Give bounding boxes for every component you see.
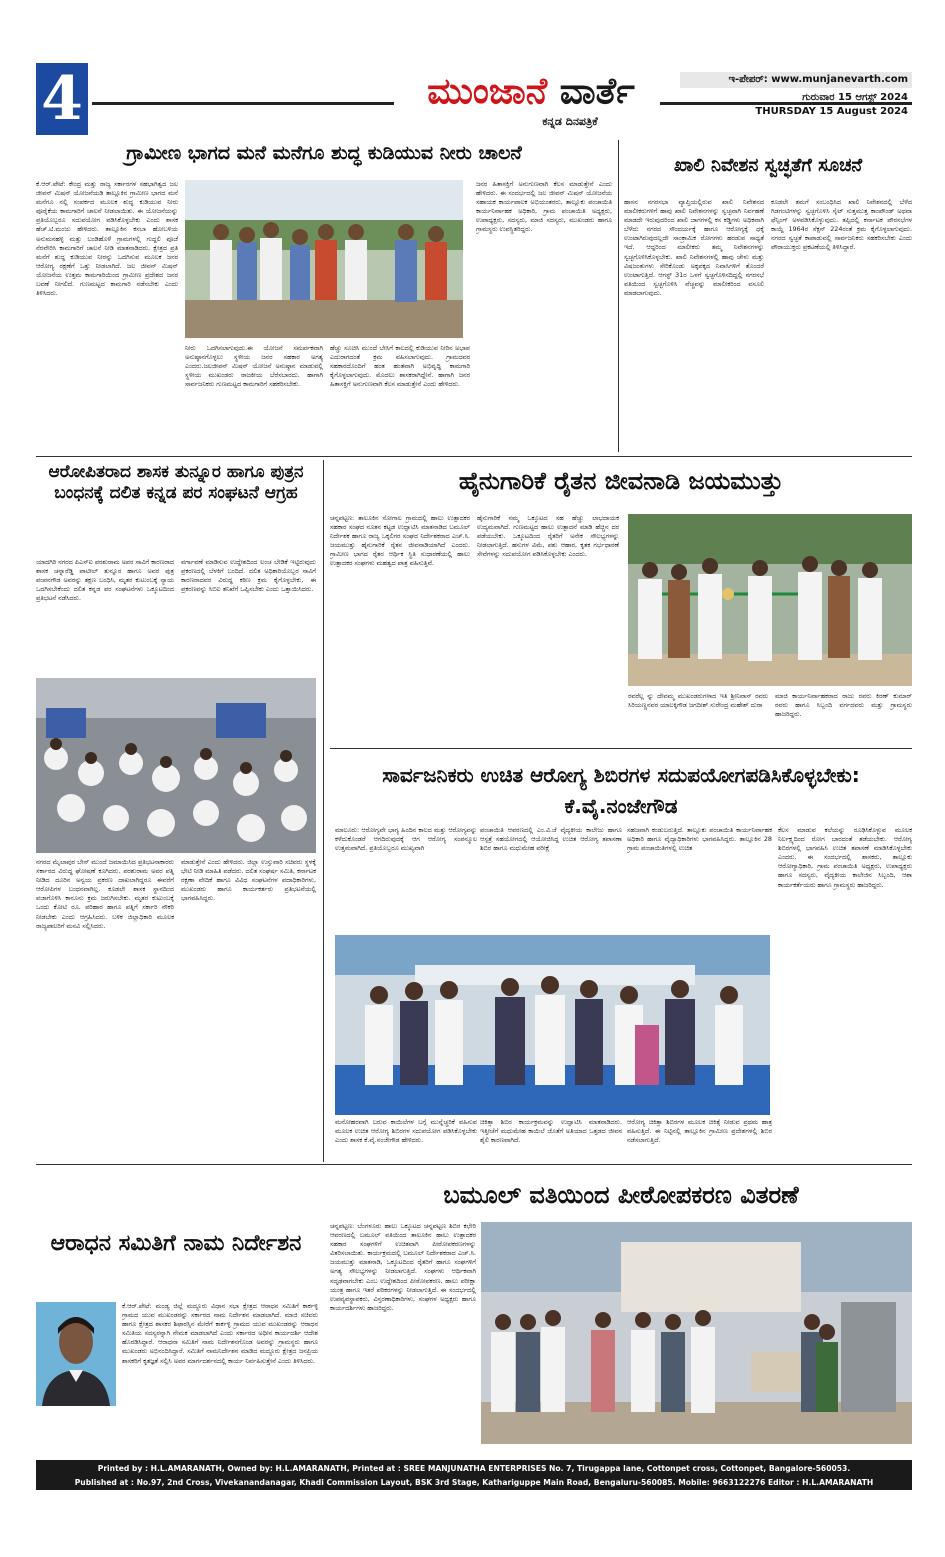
- section-divider: [36, 456, 912, 457]
- water-text-col3: ಹೆಚ್ಚು ಸೂಚಿಸಿ ಮುಂದೆ ಬೇಸಿಗೆ ಕಾಲದಲ್ಲಿ ಕುಡಿಯುವ ನೀರಿನ ಅಭಾವ ಎದುರಾಗದಂತೆ ಕ್ರಮ ವಹಿಸಲಾಗುವುದು. ಗ್ರಾಮದವರ ಸಹಕಾರದೊಂದಿಗೆ ಹಂತ ಹಂತವಾಗಿ ಅಭಿವೃದ್ಧಿ ಕಾಮಗಾರಿ ಕೈಗೊಳ್ಳಲಾಗುವುದು. ಮೊದಲು ಶಾಸಕರಾಗಿದ್ದೇನೆ. ಹಾಗಾಗಿ ಜನರ ಹಿತಾಸಕ್ತಿಗೆ ಅನುಗುಣವಾಗಿ ಕೆಲಸ ಮಾಡುತ್ತೇನೆ ಎಂದು ಹೇಳಿದರು.: [330, 344, 470, 389]
- water-headline: ಗ್ರಾಮೀಣ ಭಾಗದ ಮನೆ ಮನೆಗೂ ಶುದ್ಧ ಕುಡಿಯುವ ನೀರು ಚಾಲನೆ: [126, 142, 522, 164]
- sericulture-headline: ಹೈನುಗಾರಿಕೆ ರೈತನ ಜೀವನಾಡಿ ಜಯಮುತ್ತು: [458, 467, 784, 495]
- date-kannada: ಗುರುವಾರ 15 ಆಗಸ್ಟ್ 2024: [802, 92, 908, 103]
- vacant-text-col2: ಕೂಡಲೇ ತಮಗೆ ಸಂಬಂಧಿಸಿದ ಖಾಲಿ ನಿವೇಶನದಲ್ಲಿ ಬೆಳೆದ ಗಿಡಗಂಟಿಗಳನ್ನು ಸ್ವಚ್ಛಗೊಳಿಸಿ ಸೈಟ್ ಸುತ್ತಮುತ್ತ ಕಾಂಪೌಂಡ್ ಅಥವಾ ಫೆನ್ಸಿಂಗ್ ಅಳವಡಿಸಿಕೊಳ್ಳುವುದು. ತಪ್ಪಿದಲ್ಲಿ ಕರ್ನಾಟಕ ಪೌರಸಭೆಗಳ ಕಾಯ್ದೆ 1964ರ ಸೆಕ್ಷನ್ 224ರಂತೆ ಕ್ರಮ ಕೈಗೊಳ್ಳಲಾಗುವುದು. ನಗರದ ಸ್ವಚ್ಛತೆ ಕಾಪಾಡುವಲ್ಲಿ ಸಾರ್ವಜನಿಕರು ಸಹಕರಿಸಬೇಕು ಎಂದು ಪೌರಾಯುಕ್ತರು ಪ್ರಕಟಣೆಯಲ್ಲಿ ತಿಳಿಸಿದ್ದಾರೆ.: [771, 198, 912, 252]
- section-divider-2: [330, 748, 912, 749]
- masthead-subtitle: ಕನ್ನಡ ದಿನಪತ್ರಿಕೆ: [542, 115, 598, 128]
- bamul-photo: [481, 1222, 912, 1444]
- health-text-col1: ಮಾಲೂರು: ಆರೋಗ್ಯವೇ ಭಾಗ್ಯ ಹಿಂದಿನ ಕಾಲದ ಮತ್ತು ಆರೋಗ್ಯವನ್ನು ಕಳೆದುಕೊಂಡರೆ ಆಗದಿರುವುದಕ್ಕೆ ಆಗ ಆರೋಗ್ಯ ಸಂಪನ್ಮೂಲ ಉತ್ತಮವಾಗಿದೆ. ಪ್ರತಿಯೊಬ್ಬರೂ ಮುಖ್ಯವಾಗಿ: [335, 826, 477, 853]
- masthead-title: [400, 66, 662, 116]
- arrest-text-col2: ವರ್ಗಾವಣೆ ಮಾಡಿಸುವ ಉದ್ದೇಶದಿಂದ ಲಂಚ ಬೇಡಿಕೆ ಇಟ್ಟಿರುವುದು ಪ್ರಕರಣದಲ್ಲಿ ಬೆಳಕಿಗೆ ಬಂದಿದೆ. ದಲಿತ ಅಧಿಕಾರಿಯೊಬ್ಬರ ಸಾವಿಗೆ ಕಾರಣರಾದವರ ವಿರುದ್ಧ ಕಠಿಣ ಕ್ರಮ ಕೈಗೊಳ್ಳಬೇಕು, ಈ ಪ್ರಕರಣವನ್ನು ಸಿಬಿಐ ತನಿಖೆಗೆ ಒಪ್ಪಿಸಬೇಕು ಎಂದು ಒತ್ತಾಯಿಸಿದರು.: [181, 558, 316, 594]
- column-divider: [618, 140, 619, 452]
- sericulture-text-col1: ಚನ್ನಪಟ್ಟಣ: ತಾಲೂಕಿನ ಸೋಗಾಲ ಗ್ರಾಮದಲ್ಲಿ ಹಾಲು ಉತ್ಪಾದಕರ ಸಹಕಾರ ಸಂಘದ ನೂತನ ಕಟ್ಟಡ ಉದ್ಘಾಟಿಸಿ ಮಾತನಾಡಿದ ಬಮೂಲ್ ನಿರ್ದೇಶಕ ಹಾಗೂ ರಾಜ್ಯ ಒಕ್ಕಲಿಗರ ಸಂಘದ ನಿರ್ದೇಶಕರಾದ ಎಚ್.ಸಿ. ಜಯಮುತ್ತು ಹೈನುಗಾರಿಕೆ ರೈತನ ಜೀವನಾಡಿಯಾಗಿದೆ ಎಂದರು. ಗ್ರಾಮೀಣ ಭಾಗದ ರೈತರ ಆರ್ಥಿಕ ಸ್ಥಿತಿ ಸುಧಾರಣೆಯಲ್ಲಿ ಹಾಲು ಉತ್ಪಾದಕರ ಸಂಘಗಳು ಮಹತ್ವದ ಪಾತ್ರ ವಹಿಸುತ್ತಿವೆ.: [330, 514, 470, 568]
- health-text-col6: ಚಿಕಿತ್ಸಾ ಶಿಬಿರ ಕಾರ್ಯಕ್ರಮವನ್ನು ಉದ್ಘಾಟಿಸಿ ಮಾತನಾಡಿದರು. ಇತ್ತೀಚೆಗೆ ಮಧುಮೇಹ ಕಾಯಿಲೆ ಜೊತೆಗೆ ಅತಿಯಾದ ಒತ್ತಡದ ಜೀವನ ಶೈಲಿ ಕಾರಣವಾಗಿದೆ.: [480, 1118, 622, 1145]
- arrest-photo: [36, 678, 316, 853]
- page-number: 4: [36, 63, 88, 135]
- committee-portrait: [36, 1302, 116, 1406]
- health-text-col5: ಮನೋಹರವಾಗಿ ಬರುವ ಕಾಯಿಲೆಗಳ ಬಗ್ಗೆ ಮುನ್ನೆಚ್ಚರಿಕೆ ವಹಿಸುವ ಮೂಲಕ ಉಚಿತ ಆರೋಗ್ಯ ಶಿಬಿರಗಳ ಸದುಪಯೋಗ ಪಡಿಸಿಕೊಳ್ಳಬೇಕು ಎಂದು ಶಾಸಕ ಕೆ.ವೈ.ನಂಜೇಗೌಡ ಹೇಳಿದರು.: [335, 1118, 477, 1145]
- health-photo: [335, 935, 770, 1115]
- sericulture-text-col3: ರವರೆಲ್ಲ ನ್ನು ದೇವಮ್ಮ ಮುಖಂಡರುಗಳಾದ ಇತಿ ಶ್ರೀನಿವಾಸ್ ರವರು ಸಿರಿಯಣ್ಣನವರ ಯಾಲಕ್ಕಿಗೌಡ ಜಗದೀಶ್ ಸುರೇಂದ್ರ ಮಹೇಶ್ ದುರಾ: [628, 692, 768, 710]
- arrest-text-col1: ಯಾದಗಿರಿ ನಗರದ ಪಿಎಸ್ಐ ಪರಶುರಾಮ ಅವರ ಸಾವಿಗೆ ಕಾರಣರಾದ ಶಾಸಕ ಚನ್ನಾರೆಡ್ಡಿ ಪಾಟೀಲ್ ತುನ್ನೂರ ಹಾಗೂ ಅವರ ಪುತ್ರ ಪಂಪನಗೌಡ ಅವರನ್ನು ತಕ್ಷಣ ಬಂಧಿಸಿ, ಮೃತರ ಕುಟುಂಬಕ್ಕೆ ನ್ಯಾಯ ಒದಗಿಸಬೇಕೆಂದು ದಲಿತ ಕನ್ನಡ ಪರ ಸಂಘಟನೆಗಳು ಒಕ್ಕೂಟದಿಂದ ಪ್ರತಿಭಟನೆ ನಡೆಸಿದರು.: [36, 558, 174, 603]
- date-english: THURSDAY 15 August 2024: [755, 106, 908, 117]
- health-text-col3: ಸಹಜವಾಗಿ ಕಂಡುಬರುತ್ತಿದೆ. ತಾಲ್ಲೂಕು ಪಂಚಾಯಿತಿ ಕಾರ್ಯನಿರ್ವಾಹಕ ಅಧಿಕಾರಿ ಹಾಗೂ ವೈದ್ಯಾಧಿಕಾರಿಗಳು ಭಾಗವಹಿಸಿದ್ದರು. ತಾಲ್ಲೂಕಿನ 28 ಗ್ರಾಮ ಪಂಚಾಯಿತಿಗಳಲ್ಲಿ ಉಚಿತ: [627, 826, 772, 853]
- section-divider-3: [36, 1164, 912, 1165]
- committee-text: ಕೆ.ಆರ್.ಪೇಟೆ: ಮಂಡ್ಯ ಜಿಲ್ಲೆ ಮದ್ದೂರು ವಿಧಾನ ಸಭಾ ಕ್ಷೇತ್ರದ ಆರಾಧನ ಸಮಿತಿಗೆ ಕಾರ್ಕಳ್ಳಿ ಗ್ರಾಮದ ಯುವ ಮುಖಂಡರನ್ನು ಸರ್ಕಾರದ ನಾಮ ನಿರ್ದೇಶನ ಮಾಡಲಾಗಿದೆ. ಮಾಜಿ ಸಚಿವರು ಹಾಗೂ ಕ್ಷೇತ್ರದ ಶಾಸಕರ ಶಿಫಾರಸ್ಸಿನ ಮೇರೆಗೆ ಕಾರ್ಕಳ್ಳಿ ಗ್ರಾಮದ ಯುವ ಮುಖಂಡರನ್ನು ಆರಾಧನ ಸಮಿತಿಯ ಸದಸ್ಯರನ್ನಾಗಿ ನೇಮಕ ಮಾಡಲಾಗಿದೆ ಎಂದು ಸರ್ಕಾರದ ಅಧೀನ ಕಾರ್ಯದರ್ಶಿ ಆದೇಶ ಹೊರಡಿಸಿದ್ದಾರೆ. ಆರಾಧನಾ ಸಮಿತಿಗೆ ನಾಮ ನಿರ್ದೇಶನಗೊಂಡ ಅವರನ್ನು ಗ್ರಾಮಸ್ಥರು ಹಾಗೂ ಮುಖಂಡರು ಅಭಿನಂದಿಸಿದ್ದಾರೆ. ಸಮಿತಿಗೆ ನಾಮನಿರ್ದೇಶನ ಮಾಡಿದ ಮದ್ದೂರು ಕ್ಷೇತ್ರದ ಜನಪ್ರಿಯ ಶಾಸಕರಿಗೆ ಕೃತಜ್ಞತೆ ಸಲ್ಲಿಸಿ ಅವರ ಮಾರ್ಗದರ್ಶನದಲ್ಲಿ ಕಾರ್ಯ ನಿರ್ವಹಿಸುತ್ತೇನೆ ಎಂದು ತಿಳಿಸಿದರು.: [122, 1302, 318, 1365]
- sericulture-text-col2: ಹೈನುಗಾರಿಕೆ ನಮ್ಮ ಒಕ್ಕೂಟದ ಸಹ ಹೆಚ್ಚು ಲಾಭದಾಯಕ ಉದ್ಯಮವಾಗಿದೆ. ಗುಣಮಟ್ಟದ ಹಾಲು ಉತ್ಪಾದನೆ ಮಾಡಿ ಹೆಚ್ಚಿನ ದರ ಪಡೆಯಬೇಕು. ಒಕ್ಕೂಟದಿಂದ ರೈತರಿಗೆ ಅನೇಕ ಸೌಲಭ್ಯಗಳನ್ನು ನೀಡಲಾಗುತ್ತಿದೆ. ಹಸುಗಳ ವಿಮೆ, ಪಶು ಆಹಾರ, ಕೃತಕ ಗರ್ಭಧಾರಣೆ ಸೇವೆಗಳನ್ನು ಸದುಪಯೋಗ ಪಡಿಸಿಕೊಳ್ಳಬೇಕು ಎಂದರು.: [477, 514, 619, 559]
- sericulture-photo: [628, 514, 912, 686]
- masthead-title-part1: ಮುಂಜಾನೆ: [427, 70, 548, 112]
- arrest-headline: ಆರೋಪಿತರಾದ ಶಾಸಕ ತುನ್ನೂರ ಹಾಗೂ ಪುತ್ರನ ಬಂಧನಕ್ಕೆ ದಲಿತ ಕನ್ನಡ ಪರ ಸಂಘಟನೆ ಆಗ್ರಹ: [48, 462, 304, 504]
- sericulture-text-col4: ಮಾಜಿ ಕಾರ್ಯನಿರ್ವಾಹಕರಾದ ರಾಜು ರವರು ಕಿರಣ್ ಕುಮಾರ್ ರವರು ಹಾಗೂ ಸಿಬ್ಬಂದಿ ವರ್ಗದವರು ಮತ್ತು ಗ್ರಾಮಸ್ಥರು ಹಾಜರಿದ್ದರು.: [775, 692, 912, 719]
- vacant-text-col1: ಹಾಸನ ನಗರಸಭಾ ವ್ಯಾಪ್ತಿಯಲ್ಲಿರುವ ಖಾಲಿ ನಿವೇಶನದ ಮಾಲೀಕರುಗಳಿಗೆ ಹಾವು ಖಾಲಿ ನಿವೇಶನಗಳನ್ನು ಸ್ವಚ್ಛವಾಗಿ ನಿರ್ವಹಣೆ ಮಾಡದೇ ಇರುವುದರಿಂದ ಖಾಲಿ ಜಾಗಗಳಲ್ಲಿ ಕಸ ಕಡ್ಡಿಗಳು ಅಧಿಕವಾಗಿ ಬೆಳೆದು ನಗರದ ಸೌಂದರ್ಯಕ್ಕೆ ಹಾಗೂ ಆರೋಗ್ಯಕ್ಕೆ ಧಕ್ಕೆ ಉಂಟಾಗಿರುವುದಲ್ಲದೇ ಸಾಂಕ್ರಾಮಿಕ ರೋಗಗಳು ಹರಡುವ ಸಾಧ್ಯತೆ ಇದೆ. ಆದ್ದರಿಂದ ಮಾಲೀಕರು ತಮ್ಮ ನಿವೇಶನಗಳನ್ನು ಸ್ವಚ್ಛಗೊಳಿಸಿಕೊಳ್ಳಬೇಕು. ಖಾಲಿ ನಿವೇಶನಗಳಲ್ಲಿ ಹಾವು ಚೇಳು ಮತ್ತು ವಿಷಜಂತುಗಳು ಸೇರಿಕೊಂಡು ಅಕ್ಕಪಕ್ಕದ ನಿವಾಸಿಗಳಿಗೆ ತೊಂದರೆ ಉಂಟಾಗುತ್ತಿದೆ. ಆಗಸ್ಟ್ 31ರ ಒಳಗೆ ಸ್ವಚ್ಛಗೊಳಿಸದಿದ್ದಲ್ಲಿ ನಗರಸಭೆ ವತಿಯಿಂದ ಸ್ವಚ್ಛಗೊಳಿಸಿ ವೆಚ್ಚವನ್ನು ಮಾಲೀಕರಿಂದ ವಸೂಲಿ ಮಾಡಲಾಗುವುದು.: [624, 198, 764, 297]
- health-text-col4: ಕೆಲಸ ಮಾಡುವ ಕಲೆಯನ್ನು ರೂಢಿಸಿಕೊಳ್ಳುವ ಮೂಲಕ ನಿರ್ಲಕ್ಷ್ಯದಿಂದ ರೋಗ ಬಾರದಂತೆ ತಡೆಯಬೇಕು. ಆರೋಗ್ಯ ಶಿಬಿರಗಳಲ್ಲಿ ಭಾಗವಹಿಸಿ ಉಚಿತ ತಪಾಸಣೆ ಮಾಡಿಸಿಕೊಳ್ಳಬೇಕು ಎಂದರು. ಈ ಸಂದರ್ಭದಲ್ಲಿ ಶಾಸಕರು, ತಾಲ್ಲೂಕು ಆರೋಗ್ಯಾಧಿಕಾರಿ, ಗ್ರಾಮ ಪಂಚಾಯಿತಿ ಅಧ್ಯಕ್ಷರು, ಉಪಾಧ್ಯಕ್ಷರು ಹಾಗೂ ಸದಸ್ಯರು, ವೈದ್ಯಕೀಯ ಕಾಲೇಜಿನ ಸಿಬ್ಬಂದಿ, ಆಶಾ ಕಾರ್ಯಕರ್ತೆಯರು ಹಾಗೂ ಗ್ರಾಮಸ್ಥರು ಹಾಜರಿದ್ದರು.: [778, 826, 912, 889]
- masthead-title-part2: ವಾರ್ತೆ: [559, 70, 635, 112]
- health-text-col7: ಆರೋಗ್ಯ ಚಿಕಿತ್ಸಾ ಶಿಬಿರಗಳ ಮೂಲಕ ಚಿಕಿತ್ಸೆ ನೀಡುವ ಪ್ರಥಮ ಹಾತ್ರ ವಹಿಸುತ್ತಿದೆ. ಈ ನಿಟ್ಟಿನಲ್ಲಿ ತಾಲ್ಲೂಕಿನ ಗ್ರಾಮೀಣ ಪ್ರದೇಶಗಳಲ್ಲಿ ಶಿಬಿರ ನಡೆಸಲಾಗುತ್ತಿದೆ.: [627, 1118, 772, 1145]
- imprint-footer: [36, 1460, 912, 1490]
- water-photo: [185, 180, 463, 338]
- water-text-col4: ಜನರ ಹಿತಾಸಕ್ತಿಗೆ ಅನುಗುಣವಾಗಿ ಕೆಲಸ ಮಾಡುತ್ತೇನೆ ಎಂದು ಹೇಳಿದರು. ಈ ಸಂದರ್ಭದಲ್ಲಿ ಜಲ ಜೀವನ್ ಮಿಷನ್ ಯೋಜನೆಯ ಸಹಾಯಕ ಕಾರ್ಯಪಾಲಕ ಅಭಿಯಂತರರು, ತಾಲ್ಲೂಕು ಪಂಚಾಯಿತಿ ಕಾರ್ಯನಿರ್ವಾಹಕ ಅಧಿಕಾರಿ, ಗ್ರಾಮ ಪಂಚಾಯಿತಿ ಅಧ್ಯಕ್ಷರು, ಉಪಾಧ್ಯಕ್ಷರು, ಸದಸ್ಯರು, ಮಾಜಿ ಸದಸ್ಯರು, ಮುಖಂಡರು ಹಾಗೂ ಗ್ರಾಮಸ್ಥರು ಉಪಸ್ಥಿತರಿದ್ದರು.: [476, 180, 612, 234]
- epaper-site[interactable]: ಇ-ಪೇಪರ್: www.munjanevarth.com: [680, 72, 912, 88]
- bamul-text: ಚನ್ನಪಟ್ಟಣ: ಬೆಂಗಳೂರು ಹಾಲು ಒಕ್ಕೂಟದ ಚನ್ನಪಟ್ಟಣ ಶಿಬಿರ ಕಛೇರಿ ಆವರಣದಲ್ಲಿ ಬಮೂಲ್ ವತಿಯಿಂದ ತಾಲೂಕಿನ ಹಾಲು ಉತ್ಪಾದಕರ ಸಹಕಾರ ಸಂಘಗಳಿಗೆ ಉಚಿತವಾಗಿ ಪೀಠೋಪಕರಣಗಳನ್ನು ವಿತರಿಸಲಾಯಿತು. ಕಾರ್ಯಕ್ರಮದಲ್ಲಿ ಬಮೂಲ್ ನಿರ್ದೇಶಕರಾದ ಎಚ್.ಸಿ. ಜಯಮುತ್ತು ಮಾತನಾಡಿ, ಒಕ್ಕೂಟದಿಂದ ರೈತರಿಗೆ ಹಾಗೂ ಸಂಘಗಳಿಗೆ ಅಗತ್ಯ ಸೌಲಭ್ಯಗಳನ್ನು ನೀಡಲಾಗುತ್ತಿದೆ. ಸಂಘಗಳು ಆರ್ಥಿಕವಾಗಿ ಸದೃಢವಾಗಬೇಕು ಎಂಬ ಉದ್ದೇಶದಿಂದ ಪೀಠೋಪಕರಣ, ಹಾಲು ಪರೀಕ್ಷಾ ಯಂತ್ರ ಹಾಗೂ ಇತರೆ ಪರಿಕರಗಳನ್ನು ನೀಡಲಾಗುತ್ತಿದೆ. ಈ ಸಂದರ್ಭದಲ್ಲಿ ಉಪವ್ಯವಸ್ಥಾಪಕರು, ವಿಸ್ತರಣಾಧಿಕಾರಿಗಳು, ಸಂಘಗಳ ಅಧ್ಯಕ್ಷರು ಹಾಗೂ ಕಾರ್ಯದರ್ಶಿಗಳು ಹಾಜರಿದ್ದರು.: [330, 1222, 476, 1312]
- committee-headline: ಆರಾಧನ ಸಮಿತಿಗೆ ನಾಮ ನಿರ್ದೇಶನ: [50, 1231, 302, 1256]
- water-text-col2: ನೀರು ಒದಗಿಸಲಾಗುವುದು.ಈ ಯೋಜನೆ ಸಮರ್ಪಕವಾಗಿ ಅನುಷ್ಠಾನಗೊಳ್ಳಲು ಸ್ಥಳೀಯ ಜನರ ಸಹಕಾರ ಅಗತ್ಯ ಎಂದರು.ಜಲಜೀವನ್ ಮಿಷನ್ ಯೋಜನೆ ಅನುಷ್ಠಾನ ಮಾಡುವಲ್ಲಿ ಸ್ಥಳೀಯ ಮುಖಂಡರು ರಾಜಕೀಯ ಬೆರೆಸಬಾರದು. ಹಾಗಾಗಿ ಸಾರ್ವಜನಿಕರು ಗುಣಮಟ್ಟದ ಕಾಮಗಾರಿಗೆ ಸಹಕರಿಸಬೇಕು.: [185, 344, 323, 389]
- bamul-headline: ಬಮೂಲ್ ವತಿಯಿಂದ ಪೀಠೋಪಕರಣ ವಿತರಣೆ: [443, 1181, 799, 1209]
- health-text-col2: ಪಂಚಾಯಿತಿ ಆವರಣದಲ್ಲಿ ಎಂ.ವಿ.ಜೆ ವೈದ್ಯಕೀಯ ಕಾಲೇಜು ಹಾಗೂ ಆಸ್ಪತ್ರೆ ಸಹಯೋಗದಲ್ಲಿ ಆಯೋಜಿಸಿದ್ದ ಉಚಿತ ಆರೋಗ್ಯ ತಪಾಸಣಾ ಶಿಬಿರ ಹಾಗೂ ಮಧುಮೇಹ ಪರೀಕ್ಷೆ: [480, 826, 622, 853]
- column-divider-2: [323, 460, 324, 1162]
- imprint-line-2: Published at : No.97, 2nd Cross, Vivekanandanagar, Khadi Commission Layout, BSK 3rd Stage, Kathariguppe Main Road, Bengaluru-560085. Mobile: 9663122276 Editor : H.L.AMARANATH: [74, 1478, 874, 1487]
- masthead-rule-left: [92, 102, 394, 105]
- imprint-line-1: Printed by : H.L.AMARANATH, Owned by: H.L.AMARANATH, Printed at : SREE MANJUNATHA ENTERPRISES No. 7, Tirugappa lane, Cottonpet cross, Cottonpet, Bangalore-560053.: [97, 1464, 851, 1473]
- arrest-text-col4: ಮಾಡುತ್ತೇನೆ ಎಂದು ಹೇಳಿದರು. ಜಿಲ್ಲಾ ಉಸ್ತುವಾರಿ ಸಚಿವರು ಸ್ಥಳಕ್ಕೆ ಭೇಟಿ ನೀಡಿ ಮಾಹಿತಿ ಪಡೆದರು. ದಲಿತ ಸಂಘರ್ಷ ಸಮಿತಿ, ಕರ್ನಾಟಕ ರಕ್ಷಣಾ ವೇದಿಕೆ ಹಾಗೂ ವಿವಿಧ ಸಂಘಟನೆಗಳ ಪದಾಧಿಕಾರಿಗಳು, ಮುಖಂಡರು ಹಾಗೂ ಕಾರ್ಯಕರ್ತರು ಪ್ರತಿಭಟನೆಯಲ್ಲಿ ಭಾಗವಹಿಸಿದ್ದರು.: [181, 858, 316, 903]
- water-text-col1: ಕೆ.ಆರ್.ಪೇಟೆ: ಕೇಂದ್ರ ಮತ್ತು ರಾಜ್ಯ ಸರ್ಕಾರಗಳ ಸಹಭಾಗಿತ್ವದ ಜಲ ಜೀವನ್ ಮಿಷನ್ ಯೋಜನೆಯಡಿ ತಾಲ್ಲೂಕಿನ ಗ್ರಾಮೀಣ ಭಾಗದ ಮನೆ ಮನೆಗೂ ನಲ್ಲಿ ಸಂಪರ್ಕದ ಮೂಲಕ ಶುದ್ಧ ಕುಡಿಯುವ ನೀರು ಪೂರೈಕೆಯ ಕಾಮಗಾರಿಗೆ ಚಾಲನೆ ನೀಡಲಾಯಿತು. ಈ ಯೋಜನೆಯನ್ನು ಪ್ರತಿಯೊಬ್ಬರೂ ಸದುಪಯೋಗ ಪಡಿಸಿಕೊಳ್ಳಬೇಕು ಎಂದು ಶಾಸಕ ಹೆಚ್.ಟಿ.ಮಂಜು ಹೇಳಿದರು. ತಾಲ್ಲೂಕಿನ ಕಸಬಾ ಹೋಬಳಿಯ ಅನುಮನಹಳ್ಳಿ ಮತ್ತು ಬಂಡಿಹೊಳೆ ಗ್ರಾಮಗಳಲ್ಲಿ ಗುದ್ದಲಿ ಪೂಜೆ ನೆರವೇರಿಸಿ ಕಾಮಗಾರಿಗೆ ಚಾಲನೆ ನೀಡಿ ಮಾತನಾಡಿದರು. ಕ್ಷೇತ್ರದ ಪ್ರತಿ ಮನೆಗೆ ಶುದ್ಧ ಕುಡಿಯುವ ನೀರನ್ನು ಒದಗಿಸುವ ಮೂಲಕ ಜನರ ಆರೋಗ್ಯ ರಕ್ಷಣೆಗೆ ಒತ್ತು ನೀಡಲಾಗಿದೆ. ಜಲ ಜೀವನ್ ಮಿಷನ್ ಯೋಜನೆಯ ಉತ್ತಮ ಕಾಮಗಾರಿಯಿಂದ ಗ್ರಾಮೀಣ ಪ್ರದೇಶದ ಜನರ ಬವಣೆ ನೀಗಲಿದೆ. ಗುಣಮಟ್ಟದ ಕಾಮಗಾರಿ ನಡೆಸಬೇಕು ಎಂದು ತಿಳಿಸಿದರು.: [36, 180, 178, 298]
- vacant-headline: ಖಾಲಿ ನಿವೇಶನ ಸ್ವಚ್ಛತೆಗೆ ಸೂಚನೆ: [673, 155, 863, 176]
- arrest-text-col3: ನಗರದ ಮೈಲಾಪುರ ಬೇಸ್ ಮುಂದೆ ಜಮಾಯಿಸಿದ ಪ್ರತಿಭಟನಾಕಾರರು ಸರ್ಕಾರದ ವಿರುದ್ಧ ಘೋಷಣೆ ಕೂಗಿದರು. ಪರಶುರಾಮ ಅವರ ಪತ್ನಿ ನೀಡಿದ ದೂರಿನ ಅನ್ವಯ ಪ್ರಕರಣ ದಾಖಲಾಗಿದ್ದರೂ ಈವರೆಗೆ ಆರೋಪಿಗಳ ಬಂಧನವಾಗಿಲ್ಲ. ಕೂಡಲೇ ಶಾಸಕ ಸ್ಥಾನದಿಂದ ವಜಾಗೊಳಿಸಿ ಕಾನೂನು ಕ್ರಮ ಜರುಗಿಸಬೇಕು. ಮೃತರ ಕುಟುಂಬಕ್ಕೆ ಒಂದು ಕೋಟಿ ರೂ. ಪರಿಹಾರ ಹಾಗೂ ಪತ್ನಿಗೆ ಸರ್ಕಾರಿ ನೌಕರಿ ನೀಡಬೇಕು ಎಂದು ಆಗ್ರಹಿಸಿದರು. ಬಳಿಕ ಜಿಲ್ಲಾಧಿಕಾರಿ ಮೂಲಕ ರಾಜ್ಯಪಾಲರಿಗೆ ಮನವಿ ಸಲ್ಲಿಸಿದರು.: [36, 858, 174, 930]
- health-headline: ಸಾರ್ವಜನಿಕರು ಉಚಿತ ಆರೋಗ್ಯ ಶಿಬಿರಗಳ ಸದುಪಯೋಗಪಡಿಸಿಕೊಳ್ಳಬೇಕು: ಕೆ.ವೈ.ನಂಜೇಗೌಡ: [382, 763, 860, 818]
